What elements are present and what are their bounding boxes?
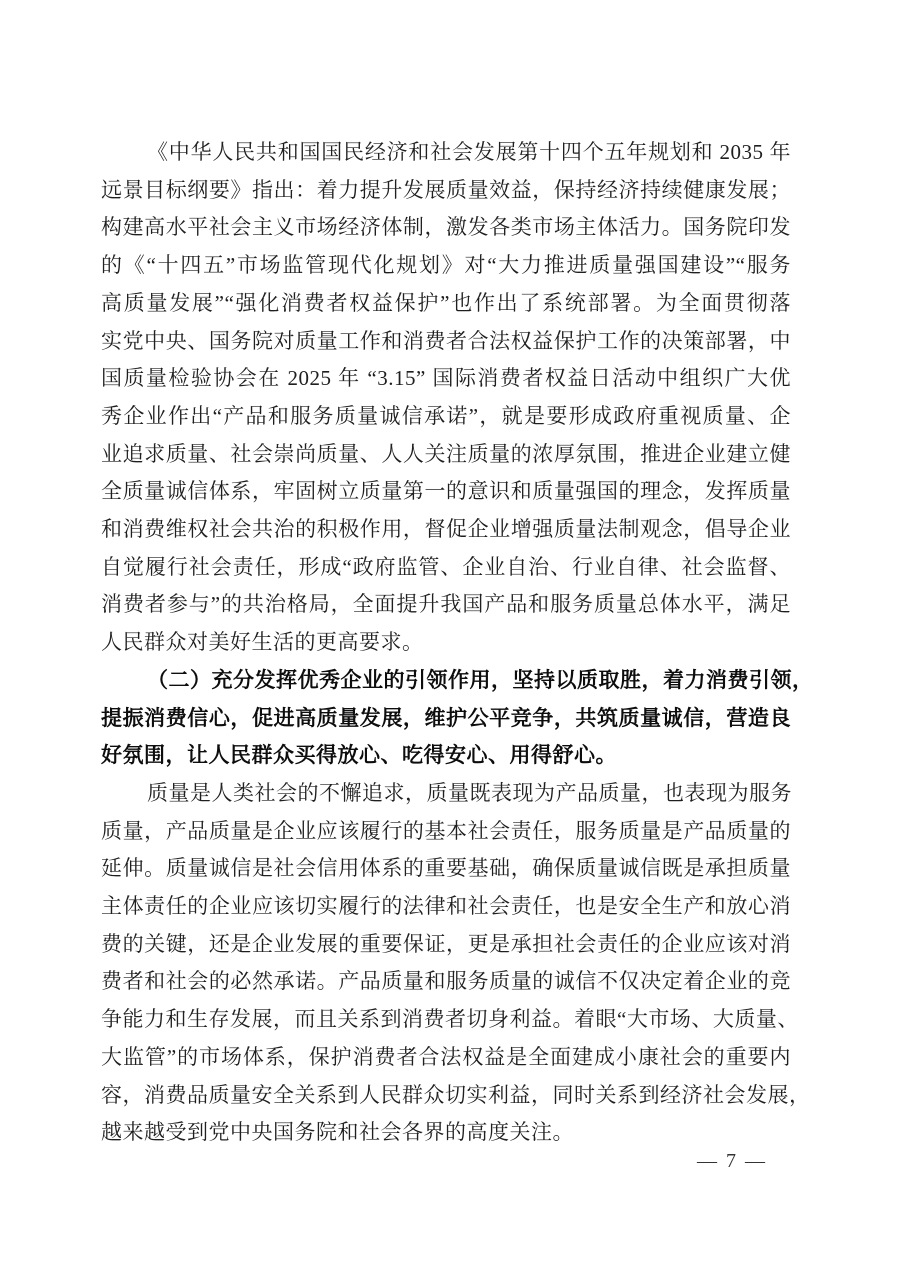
- text-line: 越来越受到党中央国务院和社会各界的高度关注。: [101, 1120, 574, 1145]
- text-line: 人民群众对美好生活的更高要求。: [101, 630, 424, 655]
- text-line: 自觉履行社会责任，形成“政府监管、企业自治、行业自律、社会监督、: [101, 554, 791, 579]
- heading-line: 提振消费信心，促进高质量发展，维护公平竞争，共筑质量诚信，营造良: [101, 705, 791, 730]
- text-line: 实党中央、国务院对质量工作和消费者合法权益保护工作的决策部署，中: [101, 328, 791, 353]
- text-line: 争能力和生存发展，而且关系到消费者切身利益。着眼“大市场、大质量、: [101, 1007, 799, 1032]
- paragraph-quality-importance: [101, 775, 811, 1152]
- text-line: 业追求质量、社会崇尚质量、人人关注质量的浓厚氛围，推进企业建立健: [101, 441, 791, 466]
- heading-line: （二）充分发挥优秀企业的引领作用，坚持以质取胜，着力消费引领，: [147, 667, 814, 692]
- text-line: 和消费维权社会共治的积极作用，督促企业增强质量法制观念，倡导企业: [101, 517, 791, 542]
- text-line: 构建高水平社会主义市场经济体制，激发各类市场主体活力。国务院印发: [101, 215, 791, 240]
- text-line: 消费者参与”的共治格局，全面提升我国产品和服务质量总体水平，满足: [101, 592, 791, 617]
- section-heading-2: [101, 662, 814, 775]
- text-line: 容，消费品质量安全关系到人民群众切实利益，同时关系到经济社会发展，: [101, 1082, 811, 1107]
- text-line: 高质量发展”“强化消费者权益保护”也作出了系统部署。为全面贯彻落: [101, 290, 791, 315]
- text-line: 《中华人民共和国国民经济和社会发展第十四个五年规划和 2035 年: [147, 140, 791, 164]
- page-number: — 7 —: [697, 1150, 767, 1172]
- text-line: 远景目标纲要》指出：着力提升发展质量效益，保持经济持续健康发展；: [101, 177, 791, 202]
- heading-line: 好氛围，让人民群众买得放心、吃得安心、用得舒心。: [101, 743, 617, 768]
- text-line: 延伸。质量诚信是社会信用体系的重要基础，确保质量诚信既是承担质量: [101, 856, 791, 881]
- text-line: 秀企业作出“产品和服务质量诚信承诺”，就是要形成政府重视质量、企: [101, 403, 791, 428]
- text-line: 国质量检验协会在 2025 年 “3.15” 国际消费者权益日活动中组织广大优: [101, 366, 791, 391]
- text-line: 主体责任的企业应该切实履行的法律和社会责任，也是安全生产和放心消: [101, 894, 791, 919]
- text-line: 全质量诚信体系，牢固树立质量第一的意识和质量强国的理念，发挥质量: [101, 479, 791, 504]
- text-line: 大监管”的市场体系，保护消费者合法权益是全面建成小康社会的重要内: [101, 1044, 791, 1069]
- text-line: 质量，产品质量是企业应该履行的基本社会责任，服务质量是产品质量的: [101, 818, 791, 843]
- text-line: 质量是人类社会的不懈追求，质量既表现为产品质量，也表现为服务: [147, 780, 792, 805]
- paragraph-policy-overview: [101, 134, 791, 662]
- document-body: [101, 134, 814, 1152]
- text-line: 费的关键，还是企业发展的重要保证，更是承担社会责任的企业应该对消: [101, 931, 791, 956]
- text-line: 的《“十四五”市场监管现代化规划》对“大力推进质量强国建设”“服务: [101, 253, 791, 278]
- text-line: 费者和社会的必然承诺。产品质量和服务质量的诚信不仅决定着企业的竞: [101, 969, 791, 994]
